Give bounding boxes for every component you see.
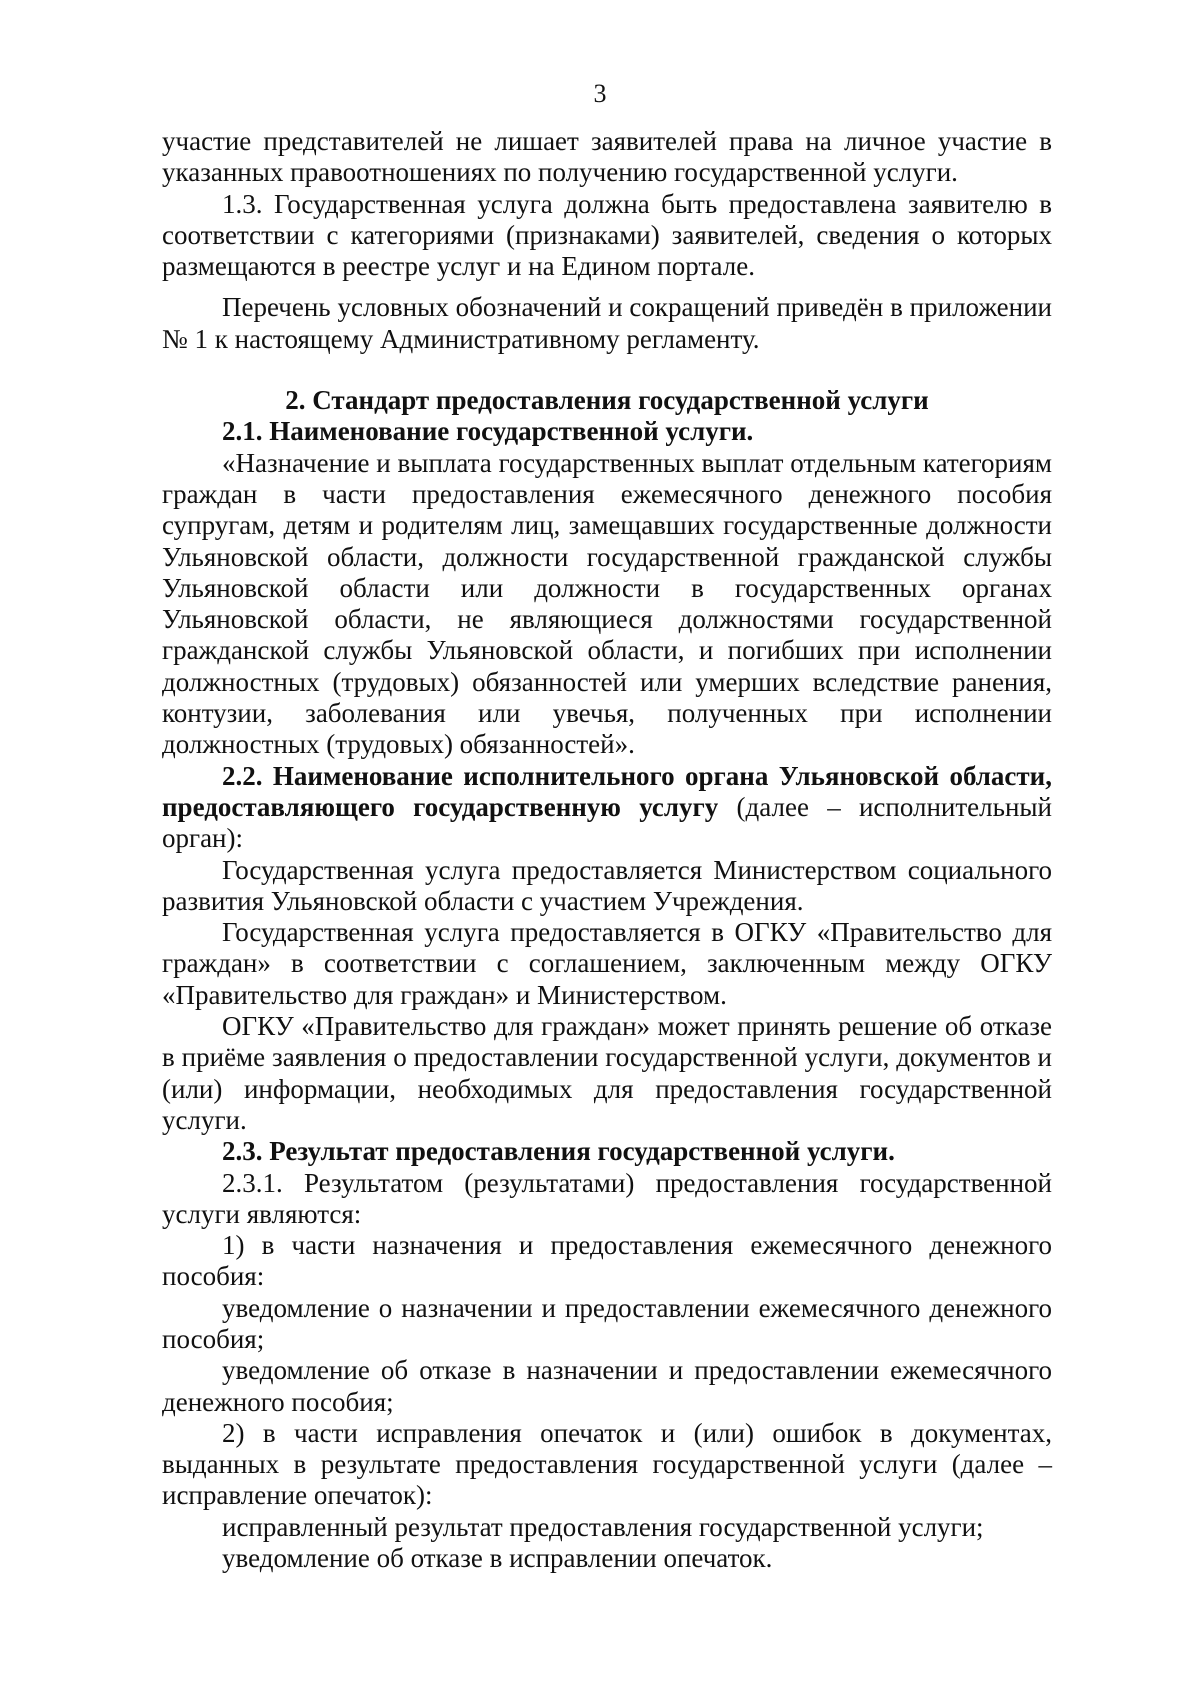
paragraph: Перечень условных обозначений и сокращений приведён в приложении № 1 к настоящему Административному регламенту. xyxy=(162,292,1052,354)
section-title: 2. Стандарт предоставления государственной услуги xyxy=(285,385,929,416)
paragraph: участие представителей не лишает заявителей права на личное участие в указанных правоотношениях по получению государственной услуги. xyxy=(162,126,1052,188)
subsection-title-rest: (далее – исполнительный орган): xyxy=(162,791,1052,854)
paragraph: ОГКУ «Правительство для граждан» может принять решение об отказе в приёме заявления о предоставлении государственной услуги, документов и (или) информации, необходимых для предоставления государственной услуги. xyxy=(162,1011,1052,1135)
paragraph: 1.3. Государственная услуга должна быть предоставлена заявителю в соответствии с категориями (признаками) заявителей, сведения о которых размещаются в реестре услуг и на Едином портале. xyxy=(162,188,1052,282)
list-item: уведомление об отказе в исправлении опечаток. xyxy=(222,1543,773,1574)
page-number: 3 xyxy=(593,79,607,108)
subsection-title: 2.3. Результат предоставления государственной услуги. xyxy=(222,1136,895,1167)
list-item: исправленный результат предоставления государственной услуги; xyxy=(222,1511,984,1542)
paragraph: Государственная услуга предоставляется в ОГКУ «Правительство для граждан» в соответствии с соглашением, заключенным между ОГКУ «Правительство для граждан» и Министерством. xyxy=(162,917,1052,1010)
list-item: 2) в части исправления опечаток и (или) ошибок в документах, выданных в результате предоставления государственной услуги (далее – исправление опечаток): xyxy=(162,1417,1052,1511)
paragraph: «Назначение и выплата государственных выплат отдельным категориям граждан в части предоставления ежемесячного денежного пособия супругам, детям и родителям лиц, замещавших государственные должности Ульяновской области, должности государственной гражданской службы Ульяновской области или должности в государственных органах Ульяновской области, не являющиеся должностями государственной гражданской службы Ульяновской области, и погибших при исполнении должностных (трудовых) обязанностей или умерших вследствие ранения, контузии, заболевания или увечья, полученных при исполнении должностных (трудовых) обязанностей». xyxy=(162,447,1052,760)
subsection-title: 2.1. Наименование государственной услуги. xyxy=(222,416,754,447)
subsection-title xyxy=(162,761,1052,855)
document-body xyxy=(162,126,1052,1574)
subsection-title-bold: 2.2. Наименование исполнительного органа Ульяновской области, предоставляющего государственную услугу xyxy=(162,760,1052,822)
paragraph: 2.3.1. Результатом (результатами) предоставления государственной услуги являются: xyxy=(162,1167,1052,1229)
list-item: 1) в части назначения и предоставления ежемесячного денежного пособия: xyxy=(162,1230,1052,1292)
list-item: уведомление об отказе в назначении и предоставлении ежемесячного денежного пособия; xyxy=(162,1355,1052,1417)
paragraph: Государственная услуга предоставляется Министерством социального развития Ульяновской области с участием Учреждения. xyxy=(162,854,1052,916)
list-item: уведомление о назначении и предоставлении ежемесячного денежного пособия; xyxy=(162,1292,1052,1354)
